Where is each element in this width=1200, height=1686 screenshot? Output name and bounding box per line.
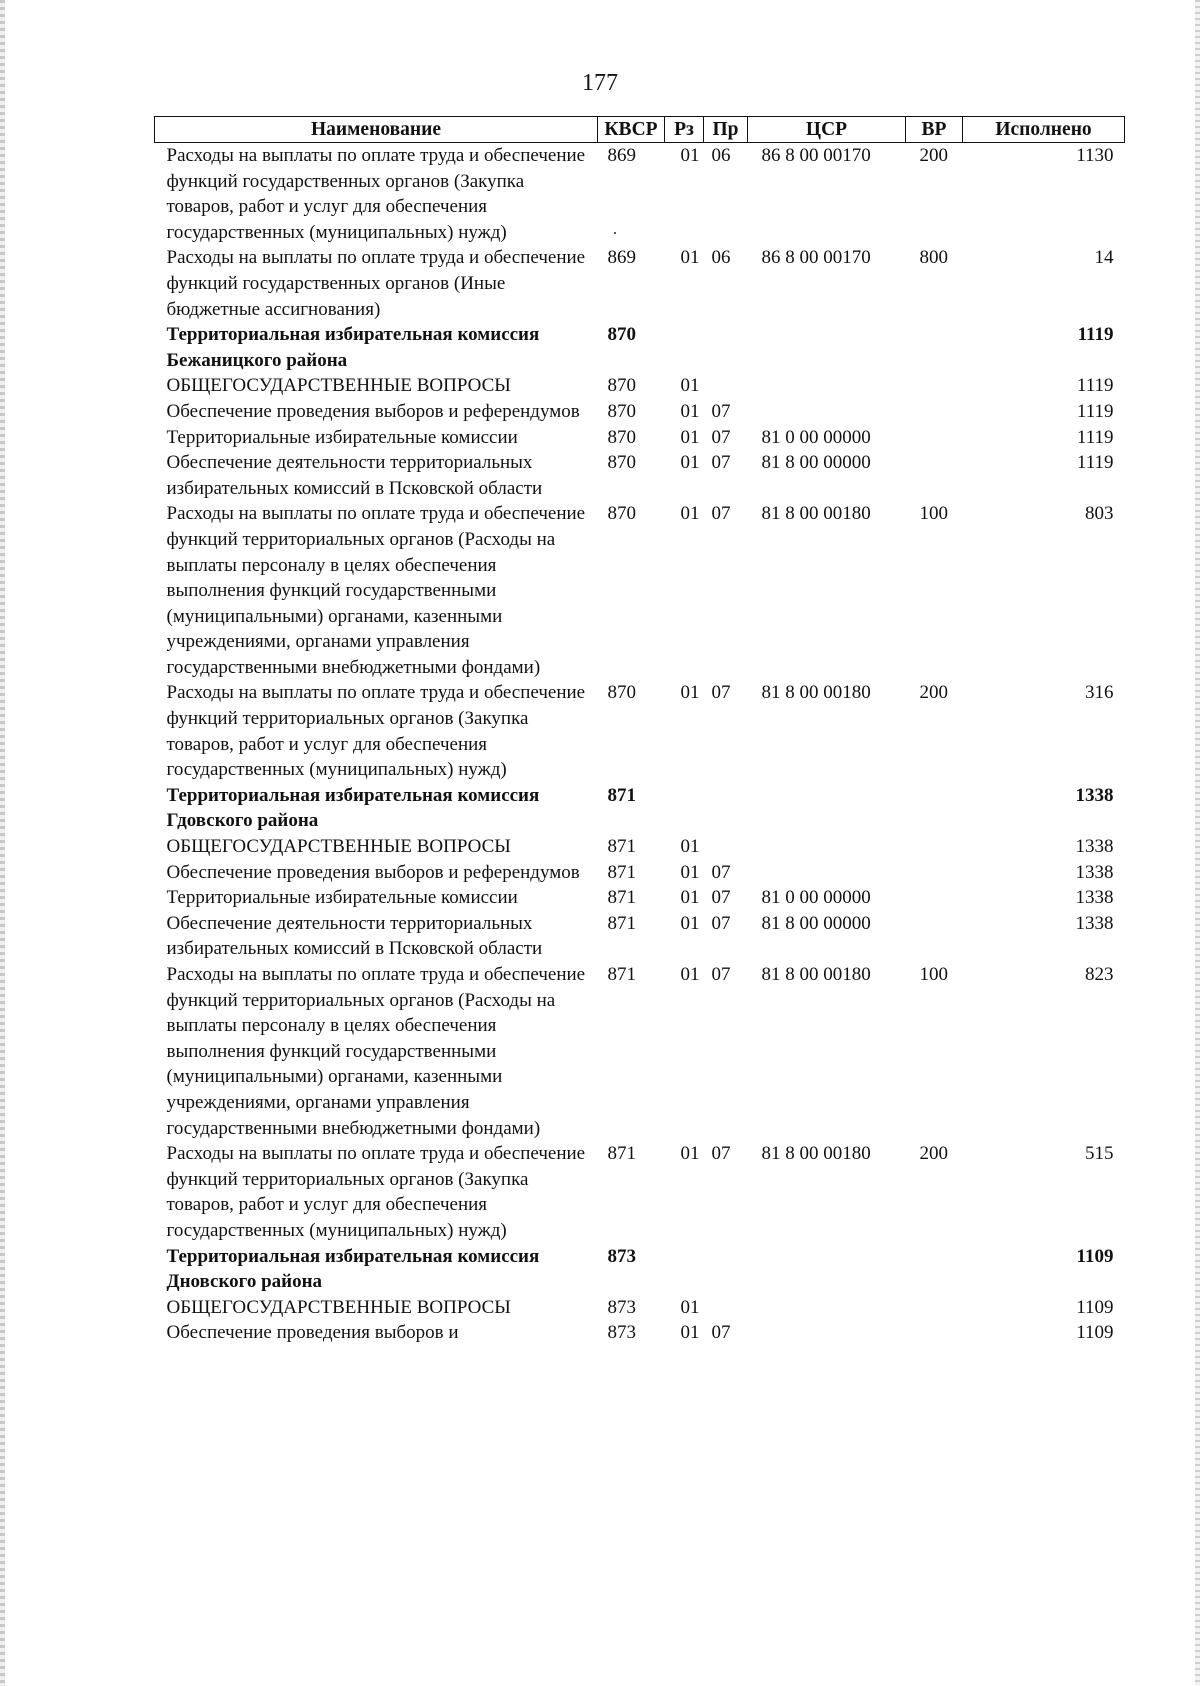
cell-pr — [704, 783, 748, 834]
cell-csr — [748, 834, 906, 860]
cell-name: Территориальные избирательные комиссии — [166, 426, 518, 448]
cell-sum: 316 — [1085, 682, 1114, 704]
cell-sum: 1119 — [1076, 426, 1114, 448]
cell-sum: 14 — [1094, 247, 1114, 269]
cell-vr — [906, 1320, 963, 1346]
cell-sum: 1109 — [1076, 1245, 1114, 1267]
cell-csr: 86 8 00 00170 — [761, 247, 871, 269]
cell-csr: 81 8 00 00180 — [761, 1143, 871, 1165]
cell-sum: 515 — [1085, 1143, 1114, 1165]
table-row — [155, 885, 1125, 911]
cell-sum: 1119 — [1076, 375, 1114, 397]
cell-name: Территориальная избирательная комиссия Бежаницкого района — [166, 324, 540, 371]
cell-sum: 1119 — [1076, 452, 1114, 474]
cell-csr: 81 8 00 00180 — [761, 503, 871, 525]
cell-vr — [906, 834, 963, 860]
cell-pr — [704, 834, 748, 860]
cell-pr: 07 — [711, 912, 731, 934]
cell-pr: 07 — [711, 452, 731, 474]
header-pr: Пр — [704, 117, 748, 143]
cell-rz — [665, 1244, 704, 1295]
cell-kvsr: 871 — [607, 964, 636, 985]
cell-sum: 1130 — [1076, 145, 1114, 166]
cell-name: Расходы на выплаты по оплате труда и обеспечение функций территориальных органов (Расходы на выплаты персоналу в целях обеспечения выполнения функций государственными (муниципальными) органами, казенными учреждениями, органами управления государственными внебюджетными фондами) — [166, 503, 586, 678]
cell-rz: 01 — [680, 1296, 700, 1318]
cell-name: Обеспечение деятельности территориальных избирательных комиссий в Псковской области — [166, 452, 543, 499]
cell-vr — [906, 399, 963, 425]
table-row — [155, 450, 1125, 501]
header-name: Наименование — [155, 117, 598, 143]
cell-vr: 200 — [919, 1143, 948, 1165]
cell-pr: 07 — [711, 887, 731, 909]
cell-csr — [748, 860, 906, 886]
header-kvsr: КВСР — [598, 117, 665, 143]
cell-csr: 81 0 00 00000 — [761, 887, 871, 909]
cell-name: Расходы на выплаты по оплате труда и обеспечение функций территориальных органов (Закупка товаров, работ и услуг для обеспечения государственных (муниципальных) нужд) — [166, 1143, 586, 1241]
cell-name: Территориальная избирательная комиссия Дновского района — [166, 1245, 540, 1293]
cell-name: ОБЩЕГОСУДАРСТВЕННЫЕ ВОПРОСЫ — [166, 1296, 511, 1318]
table-row — [155, 962, 1125, 1141]
header-vr: ВР — [906, 117, 963, 143]
cell-name: ОБЩЕГОСУДАРСТВЕННЫЕ ВОПРОСЫ — [166, 375, 511, 397]
cell-rz: 01 — [680, 912, 700, 934]
cell-pr — [704, 373, 748, 399]
cell-vr: 100 — [919, 964, 948, 985]
cell-csr: 81 8 00 00180 — [761, 682, 871, 704]
cell-vr — [906, 322, 963, 373]
table-row — [155, 1320, 1125, 1346]
cell-rz: 01 — [680, 452, 700, 474]
cell-rz: 01 — [680, 1322, 700, 1344]
table-row — [155, 680, 1125, 782]
cell-vr — [906, 783, 963, 834]
cell-vr — [906, 450, 963, 501]
budget-table — [154, 116, 1125, 1346]
table-row — [155, 1295, 1125, 1321]
cell-sum: 803 — [1085, 503, 1114, 525]
table-row — [155, 501, 1125, 680]
table-row — [155, 143, 1125, 246]
cell-pr: 06 — [711, 145, 731, 166]
cell-vr — [906, 860, 963, 886]
cell-sum: 1338 — [1075, 912, 1114, 934]
cell-kvsr: 873 — [607, 1296, 636, 1318]
cell-vr: 100 — [919, 503, 948, 525]
cell-kvsr: 871 — [607, 861, 636, 883]
cell-vr — [906, 373, 963, 399]
scan-edge-left — [0, 0, 5, 1686]
cell-pr: 07 — [711, 861, 731, 883]
header-csr: ЦСР — [748, 117, 906, 143]
cell-kvsr: 870 — [607, 452, 636, 474]
cell-csr: 81 8 00 00000 — [761, 452, 871, 474]
cell-vr: 200 — [919, 682, 948, 704]
table-body — [155, 143, 1125, 1346]
cell-pr — [704, 322, 748, 373]
table-row — [155, 911, 1125, 962]
cell-kvsr: 870 — [607, 682, 636, 704]
cell-pr: 07 — [711, 503, 731, 525]
cell-vr: 800 — [919, 247, 948, 269]
cell-sum: 823 — [1085, 964, 1114, 985]
cell-pr — [704, 1244, 748, 1295]
cell-kvsr: 873 — [607, 1322, 636, 1344]
table-row — [155, 1244, 1125, 1295]
cell-sum: 1109 — [1076, 1296, 1114, 1318]
cell-vr: 200 — [919, 145, 948, 166]
cell-sum: 1338 — [1075, 784, 1114, 806]
table-row — [155, 860, 1125, 886]
header-rz: Рз — [665, 117, 704, 143]
cell-csr: 86 8 00 00170 — [761, 145, 871, 166]
scan-edge-right — [1195, 0, 1200, 1686]
cell-pr — [704, 1295, 748, 1321]
cell-kvsr: 870 — [607, 426, 636, 448]
cell-sum: 1338 — [1075, 861, 1114, 883]
cell-name: Территориальные избирательные комиссии — [166, 887, 518, 909]
cell-vr — [906, 425, 963, 451]
table-header-row — [155, 117, 1125, 143]
cell-sum: 1119 — [1076, 400, 1114, 422]
cell-name: Обеспечение проведения выборов и — [166, 1322, 459, 1344]
cell-vr — [906, 1244, 963, 1295]
cell-kvsr: 869 — [607, 145, 636, 166]
table-row — [155, 373, 1125, 399]
cell-pr: 07 — [711, 1322, 731, 1344]
cell-csr — [748, 399, 906, 425]
table-row — [155, 399, 1125, 425]
cell-csr — [748, 322, 906, 373]
header-sum: Исполнено — [963, 117, 1125, 143]
cell-pr: 07 — [711, 426, 731, 448]
cell-name: Расходы на выплаты по оплате труда и обеспечение функций территориальных органов (Закупка товаров, работ и услуг для обеспечения государственных (муниципальных) нужд) — [166, 682, 586, 781]
scan-speck — [614, 232, 616, 234]
cell-csr: 81 8 00 00180 — [761, 964, 871, 985]
cell-rz: 01 — [680, 247, 700, 269]
table-row — [155, 245, 1125, 322]
cell-kvsr: 871 — [607, 912, 636, 934]
cell-rz: 01 — [680, 145, 700, 166]
table-row — [155, 834, 1125, 860]
cell-rz: 01 — [680, 964, 700, 985]
table-row — [155, 1141, 1125, 1243]
cell-name: ОБЩЕГОСУДАРСТВЕННЫЕ ВОПРОСЫ — [166, 836, 511, 858]
cell-name: Расходы на выплаты по оплате труда и обеспечение функций государственных органов (Иные бюджетные ассигнования) — [166, 247, 586, 320]
cell-csr — [748, 373, 906, 399]
cell-pr: 07 — [711, 1143, 731, 1165]
cell-kvsr: 870 — [607, 324, 636, 346]
cell-sum: 1119 — [1077, 324, 1114, 346]
table-row — [155, 783, 1125, 834]
cell-vr — [906, 911, 963, 962]
cell-csr — [748, 1295, 906, 1321]
cell-name: Расходы на выплаты по оплате труда и обеспечение функций государственных органов (Закупка товаров, работ и услуг для обеспечения государственных (муниципальных) нужд) — [166, 145, 586, 243]
cell-kvsr: 871 — [607, 784, 636, 806]
cell-csr: 81 0 00 00000 — [761, 426, 871, 448]
page-number: 177 — [582, 70, 618, 96]
table-row — [155, 425, 1125, 451]
cell-rz: 01 — [680, 400, 700, 422]
cell-kvsr: 871 — [607, 836, 636, 858]
cell-rz: 01 — [680, 887, 700, 909]
cell-pr: 07 — [711, 964, 731, 985]
cell-vr — [906, 885, 963, 911]
cell-sum: 1338 — [1075, 836, 1114, 858]
cell-kvsr: 870 — [607, 503, 636, 525]
cell-kvsr: 870 — [607, 400, 636, 422]
cell-rz: 01 — [680, 375, 700, 397]
cell-name: Территориальная избирательная комиссия Гдовского района — [166, 784, 540, 832]
cell-rz: 01 — [680, 861, 700, 883]
cell-name: Обеспечение деятельности территориальных избирательных комиссий в Псковской области — [166, 912, 543, 960]
cell-csr: 81 8 00 00000 — [761, 912, 871, 934]
cell-kvsr: 869 — [607, 247, 636, 269]
cell-csr — [748, 1244, 906, 1295]
cell-sum: 1338 — [1075, 887, 1114, 909]
cell-csr — [748, 1320, 906, 1346]
cell-kvsr: 873 — [607, 1245, 636, 1267]
cell-sum: 1109 — [1076, 1322, 1114, 1344]
cell-csr — [748, 783, 906, 834]
cell-name: Обеспечение проведения выборов и референдумов — [166, 861, 580, 883]
cell-name: Обеспечение проведения выборов и референдумов — [166, 400, 580, 422]
cell-kvsr: 870 — [607, 375, 636, 397]
cell-pr: 07 — [711, 682, 731, 704]
cell-vr — [906, 1295, 963, 1321]
cell-rz — [665, 783, 704, 834]
cell-name: Расходы на выплаты по оплате труда и обеспечение функций территориальных органов (Расходы на выплаты персоналу в целях обеспечения выполнения функций государственными (муниципальными) органами, казенными учреждениями, органами управления государственными внебюджетными фондами) — [166, 964, 586, 1139]
cell-pr: 07 — [711, 400, 731, 422]
table-row — [155, 322, 1125, 373]
cell-kvsr: 871 — [607, 1143, 636, 1165]
cell-rz: 01 — [680, 836, 700, 858]
cell-rz: 01 — [680, 1143, 700, 1165]
cell-pr: 06 — [711, 247, 731, 269]
cell-rz: 01 — [680, 426, 700, 448]
cell-rz — [665, 322, 704, 373]
cell-rz: 01 — [680, 503, 700, 525]
cell-rz: 01 — [680, 682, 700, 704]
cell-kvsr: 871 — [607, 887, 636, 909]
